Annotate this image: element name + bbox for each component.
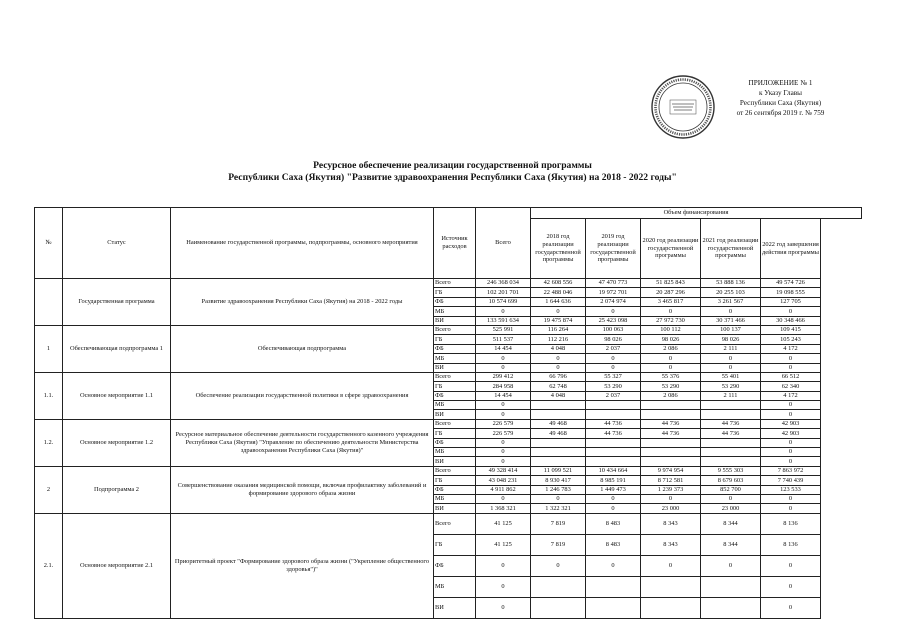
- value-cell: 4 172: [761, 344, 821, 353]
- value-cell: 7 863 972: [761, 466, 821, 475]
- value-cell: 0: [701, 494, 761, 503]
- value-cell: 2 111: [701, 391, 761, 400]
- approval-line: от 26 сентября 2019 г. № 759: [736, 109, 825, 117]
- value-cell: 0: [761, 448, 821, 457]
- value-cell: 0: [761, 494, 821, 503]
- value-cell: [586, 410, 641, 419]
- value-cell: 0: [586, 555, 641, 576]
- header-status: Статус: [63, 208, 171, 279]
- source-cell: Всего: [434, 279, 476, 288]
- value-cell: [701, 438, 761, 447]
- approval-line: к Указу Главы: [758, 89, 802, 97]
- value-cell: 8 483: [586, 513, 641, 534]
- source-cell: ГБ: [434, 476, 476, 485]
- value-cell: 246 368 034: [476, 279, 531, 288]
- value-cell: 43 048 231: [476, 476, 531, 485]
- title-line-1: Ресурсное обеспечение реализации государственной программы: [313, 160, 592, 171]
- value-cell: 98 026: [701, 335, 761, 344]
- value-cell: [701, 457, 761, 466]
- value-cell: 23 000: [641, 504, 701, 513]
- value-cell: 30 348 466: [761, 316, 821, 325]
- header-total: Всего: [476, 208, 531, 279]
- value-cell: 1 322 321: [531, 504, 586, 513]
- value-cell: 0: [641, 354, 701, 363]
- value-cell: 0: [761, 504, 821, 513]
- value-cell: [531, 438, 586, 447]
- value-cell: 0: [531, 555, 586, 576]
- value-cell: 0: [586, 307, 641, 316]
- value-cell: 8 343: [641, 534, 701, 555]
- value-cell: [531, 457, 586, 466]
- value-cell: 0: [586, 494, 641, 503]
- value-cell: 53 290: [701, 382, 761, 391]
- value-cell: 1 449 473: [586, 485, 641, 494]
- value-cell: 14 454: [476, 344, 531, 353]
- value-cell: 0: [761, 438, 821, 447]
- source-cell: ВИ: [434, 504, 476, 513]
- source-cell: Всего: [434, 513, 476, 534]
- header-year-2018: 2018 год реализации государственной программы: [531, 219, 586, 279]
- source-cell: МБ: [434, 354, 476, 363]
- source-cell: ФБ: [434, 391, 476, 400]
- value-cell: 100 063: [586, 325, 641, 334]
- value-cell: 0: [476, 401, 531, 410]
- value-cell: 53 888 136: [701, 279, 761, 288]
- value-cell: 0: [586, 363, 641, 372]
- value-cell: 0: [701, 363, 761, 372]
- value-cell: 41 125: [476, 534, 531, 555]
- row-name: Приоритетный проект "Формирование здорового образа жизни ("Укрепление общественного здоровья")": [171, 513, 434, 618]
- value-cell: 8 344: [701, 513, 761, 534]
- row-num: 2.1.: [35, 513, 63, 618]
- value-cell: 109 415: [761, 325, 821, 334]
- value-cell: 3 465 817: [641, 297, 701, 306]
- header-num: №: [35, 208, 63, 279]
- row-num: 1: [35, 325, 63, 372]
- value-cell: 2 037: [586, 391, 641, 400]
- approval-line: Республики Саха (Якутия): [739, 99, 822, 107]
- value-cell: 0: [476, 307, 531, 316]
- value-cell: 0: [476, 555, 531, 576]
- value-cell: 105 243: [761, 335, 821, 344]
- value-cell: 2 111: [701, 344, 761, 353]
- value-cell: 20 255 103: [701, 288, 761, 297]
- value-cell: 0: [761, 457, 821, 466]
- value-cell: 0: [761, 410, 821, 419]
- document-title: [0, 160, 905, 184]
- value-cell: [641, 457, 701, 466]
- source-cell: ФБ: [434, 344, 476, 353]
- header-name: Наименование государственной программы, подпрограммы, основного мероприятия: [171, 208, 434, 279]
- value-cell: 525 991: [476, 325, 531, 334]
- value-cell: 19 098 555: [761, 288, 821, 297]
- approval-line: ПРИЛОЖЕНИЕ № 1: [748, 79, 813, 87]
- value-cell: 44 736: [641, 429, 701, 438]
- value-cell: 22 488 046: [531, 288, 586, 297]
- value-cell: 66 796: [531, 372, 586, 381]
- row-status: Подпрограмма 2: [63, 466, 171, 513]
- row-status: Обеспечивающая подпрограмма 1: [63, 325, 171, 372]
- value-cell: 44 736: [701, 419, 761, 428]
- value-cell: 42 608 556: [531, 279, 586, 288]
- value-cell: [701, 401, 761, 410]
- value-cell: 10 574 699: [476, 297, 531, 306]
- value-cell: 20 287 296: [641, 288, 701, 297]
- table-body: [35, 279, 862, 619]
- value-cell: 62 748: [531, 382, 586, 391]
- value-cell: 0: [476, 363, 531, 372]
- value-cell: 41 125: [476, 513, 531, 534]
- value-cell: 8 136: [761, 513, 821, 534]
- value-cell: 55 401: [701, 372, 761, 381]
- value-cell: 0: [531, 354, 586, 363]
- value-cell: 25 423 098: [586, 316, 641, 325]
- source-cell: ФБ: [434, 555, 476, 576]
- value-cell: [641, 438, 701, 447]
- row-num: 1.2.: [35, 419, 63, 466]
- value-cell: 51 825 843: [641, 279, 701, 288]
- value-cell: [701, 576, 761, 597]
- value-cell: [701, 597, 761, 618]
- value-cell: [586, 401, 641, 410]
- table-row: [35, 419, 862, 428]
- source-cell: МБ: [434, 494, 476, 503]
- value-cell: 42 903: [761, 419, 821, 428]
- source-cell: Всего: [434, 466, 476, 475]
- value-cell: 0: [761, 576, 821, 597]
- value-cell: 23 000: [701, 504, 761, 513]
- value-cell: 2 037: [586, 344, 641, 353]
- approval-note: [713, 78, 848, 118]
- source-cell: ГБ: [434, 534, 476, 555]
- source-cell: ФБ: [434, 438, 476, 447]
- value-cell: 1 368 321: [476, 504, 531, 513]
- value-cell: 9 555 303: [701, 466, 761, 475]
- value-cell: 0: [476, 438, 531, 447]
- value-cell: [701, 410, 761, 419]
- source-cell: ФБ: [434, 485, 476, 494]
- source-cell: ГБ: [434, 382, 476, 391]
- value-cell: 0: [476, 410, 531, 419]
- value-cell: 100 137: [701, 325, 761, 334]
- value-cell: 53 290: [641, 382, 701, 391]
- value-cell: 9 974 954: [641, 466, 701, 475]
- value-cell: 0: [476, 457, 531, 466]
- value-cell: 98 026: [586, 335, 641, 344]
- source-cell: ГБ: [434, 335, 476, 344]
- value-cell: 44 736: [701, 429, 761, 438]
- value-cell: 226 579: [476, 429, 531, 438]
- value-cell: 8 136: [761, 534, 821, 555]
- header-year-2022: 2022 год завершения действия программы: [761, 219, 821, 279]
- value-cell: 49 574 726: [761, 279, 821, 288]
- source-cell: МБ: [434, 401, 476, 410]
- value-cell: 0: [761, 555, 821, 576]
- source-cell: ВИ: [434, 363, 476, 372]
- value-cell: 49 468: [531, 429, 586, 438]
- value-cell: 0: [531, 307, 586, 316]
- value-cell: 55 376: [641, 372, 701, 381]
- header-source: Источник расходов: [434, 208, 476, 279]
- value-cell: 10 434 664: [586, 466, 641, 475]
- value-cell: 0: [586, 354, 641, 363]
- source-cell: ВИ: [434, 410, 476, 419]
- value-cell: 0: [476, 494, 531, 503]
- value-cell: 44 736: [586, 419, 641, 428]
- value-cell: 102 201 701: [476, 288, 531, 297]
- value-cell: [531, 576, 586, 597]
- value-cell: 0: [476, 448, 531, 457]
- value-cell: 8 679 603: [701, 476, 761, 485]
- value-cell: 8 985 191: [586, 476, 641, 485]
- funding-table: [34, 207, 862, 619]
- value-cell: 8 344: [701, 534, 761, 555]
- value-cell: 3 261 567: [701, 297, 761, 306]
- value-cell: 0: [476, 354, 531, 363]
- value-cell: 1 239 373: [641, 485, 701, 494]
- value-cell: 44 736: [586, 429, 641, 438]
- value-cell: 2 086: [641, 344, 701, 353]
- value-cell: 11 099 521: [531, 466, 586, 475]
- source-cell: МБ: [434, 576, 476, 597]
- value-cell: 0: [761, 401, 821, 410]
- value-cell: 4 048: [531, 391, 586, 400]
- value-cell: 66 512: [761, 372, 821, 381]
- value-cell: 0: [476, 576, 531, 597]
- value-cell: 299 412: [476, 372, 531, 381]
- source-cell: Всего: [434, 419, 476, 428]
- value-cell: 4 172: [761, 391, 821, 400]
- source-cell: Всего: [434, 372, 476, 381]
- value-cell: 30 371 466: [701, 316, 761, 325]
- value-cell: [586, 457, 641, 466]
- row-name: Совершенствование оказания медицинской помощи, включая профилактику заболеваний и формирование здорового образа жизни: [171, 466, 434, 513]
- value-cell: 14 454: [476, 391, 531, 400]
- value-cell: [641, 448, 701, 457]
- value-cell: 0: [701, 354, 761, 363]
- value-cell: 0: [641, 555, 701, 576]
- value-cell: [701, 448, 761, 457]
- value-cell: 0: [761, 597, 821, 618]
- seal-stamp-icon: [650, 74, 716, 140]
- value-cell: 8 343: [641, 513, 701, 534]
- row-name: Развитие здравоохранения Республики Саха (Якутия) на 2018 - 2022 годы: [171, 279, 434, 326]
- header-funding: Объем финансирования: [531, 208, 862, 219]
- row-name: Ресурсное материальное обеспечение деятельности государственного казенного учреждения Республики Саха (Якутия) "Управление по обеспечению деятельности Министерства здравоохранения Республики Саха (Якутия)": [171, 419, 434, 466]
- row-name: Обеспечивающая подпрограмма: [171, 325, 434, 372]
- value-cell: 0: [761, 354, 821, 363]
- row-name: Обеспечение реализации государственной политики в сфере здравоохранения: [171, 372, 434, 419]
- value-cell: 1 246 783: [531, 485, 586, 494]
- value-cell: 123 533: [761, 485, 821, 494]
- value-cell: 0: [641, 494, 701, 503]
- value-cell: [641, 597, 701, 618]
- value-cell: 0: [531, 363, 586, 372]
- row-status: Основное мероприятие 1.1: [63, 372, 171, 419]
- value-cell: 0: [761, 363, 821, 372]
- source-cell: МБ: [434, 448, 476, 457]
- header-year-2020: 2020 год реализации государственной программы: [641, 219, 701, 279]
- table-row: [35, 513, 862, 534]
- table-row: [35, 372, 862, 381]
- title-line-2: Республики Саха (Якутия) "Развитие здравоохранения Республики Саха (Якутия) на 2018 - 2022 годы": [228, 172, 677, 183]
- value-cell: 852 700: [701, 485, 761, 494]
- value-cell: 4 911 862: [476, 485, 531, 494]
- value-cell: 8 930 417: [531, 476, 586, 485]
- row-num: 2: [35, 466, 63, 513]
- value-cell: 27 972 730: [641, 316, 701, 325]
- source-cell: ГБ: [434, 429, 476, 438]
- header-year-2019: 2019 год реализации государственной программы: [586, 219, 641, 279]
- value-cell: 0: [701, 555, 761, 576]
- value-cell: 0: [641, 307, 701, 316]
- source-cell: ВИ: [434, 457, 476, 466]
- value-cell: 0: [531, 494, 586, 503]
- value-cell: [641, 401, 701, 410]
- value-cell: 42 903: [761, 429, 821, 438]
- value-cell: 112 216: [531, 335, 586, 344]
- value-cell: [641, 576, 701, 597]
- value-cell: 0: [586, 504, 641, 513]
- value-cell: [586, 576, 641, 597]
- value-cell: 47 470 773: [586, 279, 641, 288]
- source-cell: ФБ: [434, 297, 476, 306]
- value-cell: [531, 410, 586, 419]
- value-cell: [586, 597, 641, 618]
- value-cell: 7 819: [531, 534, 586, 555]
- source-cell: ВИ: [434, 316, 476, 325]
- table-row: [35, 466, 862, 475]
- value-cell: 7 819: [531, 513, 586, 534]
- source-cell: МБ: [434, 307, 476, 316]
- value-cell: [586, 438, 641, 447]
- value-cell: 8 483: [586, 534, 641, 555]
- value-cell: 100 112: [641, 325, 701, 334]
- value-cell: 55 327: [586, 372, 641, 381]
- row-status: Государственная программа: [63, 279, 171, 326]
- value-cell: [586, 448, 641, 457]
- value-cell: 19 972 701: [586, 288, 641, 297]
- source-cell: ГБ: [434, 288, 476, 297]
- value-cell: 0: [641, 363, 701, 372]
- source-cell: Всего: [434, 325, 476, 334]
- value-cell: 284 958: [476, 382, 531, 391]
- value-cell: [531, 448, 586, 457]
- value-cell: 1 644 636: [531, 297, 586, 306]
- table-row: [35, 279, 862, 288]
- value-cell: [531, 597, 586, 618]
- row-status: Основное мероприятие 1.2: [63, 419, 171, 466]
- value-cell: 116 264: [531, 325, 586, 334]
- value-cell: 8 712 581: [641, 476, 701, 485]
- value-cell: 44 736: [641, 419, 701, 428]
- value-cell: [531, 401, 586, 410]
- value-cell: 511 537: [476, 335, 531, 344]
- value-cell: 53 290: [586, 382, 641, 391]
- value-cell: 19 475 874: [531, 316, 586, 325]
- value-cell: 98 026: [641, 335, 701, 344]
- row-status: Основное мероприятие 2.1: [63, 513, 171, 618]
- value-cell: 49 468: [531, 419, 586, 428]
- header-year-2021: 2021 год реализации государственной программы: [701, 219, 761, 279]
- value-cell: 0: [761, 307, 821, 316]
- table-row: [35, 325, 862, 334]
- value-cell: 2 086: [641, 391, 701, 400]
- value-cell: 2 074 974: [586, 297, 641, 306]
- value-cell: 127 705: [761, 297, 821, 306]
- source-cell: ВИ: [434, 597, 476, 618]
- row-num: 1.1.: [35, 372, 63, 419]
- value-cell: 0: [701, 307, 761, 316]
- value-cell: 133 591 634: [476, 316, 531, 325]
- value-cell: 226 579: [476, 419, 531, 428]
- value-cell: 7 740 439: [761, 476, 821, 485]
- value-cell: 4 048: [531, 344, 586, 353]
- value-cell: 49 328 414: [476, 466, 531, 475]
- value-cell: [641, 410, 701, 419]
- value-cell: 62 340: [761, 382, 821, 391]
- row-num: [35, 279, 63, 326]
- value-cell: 0: [476, 597, 531, 618]
